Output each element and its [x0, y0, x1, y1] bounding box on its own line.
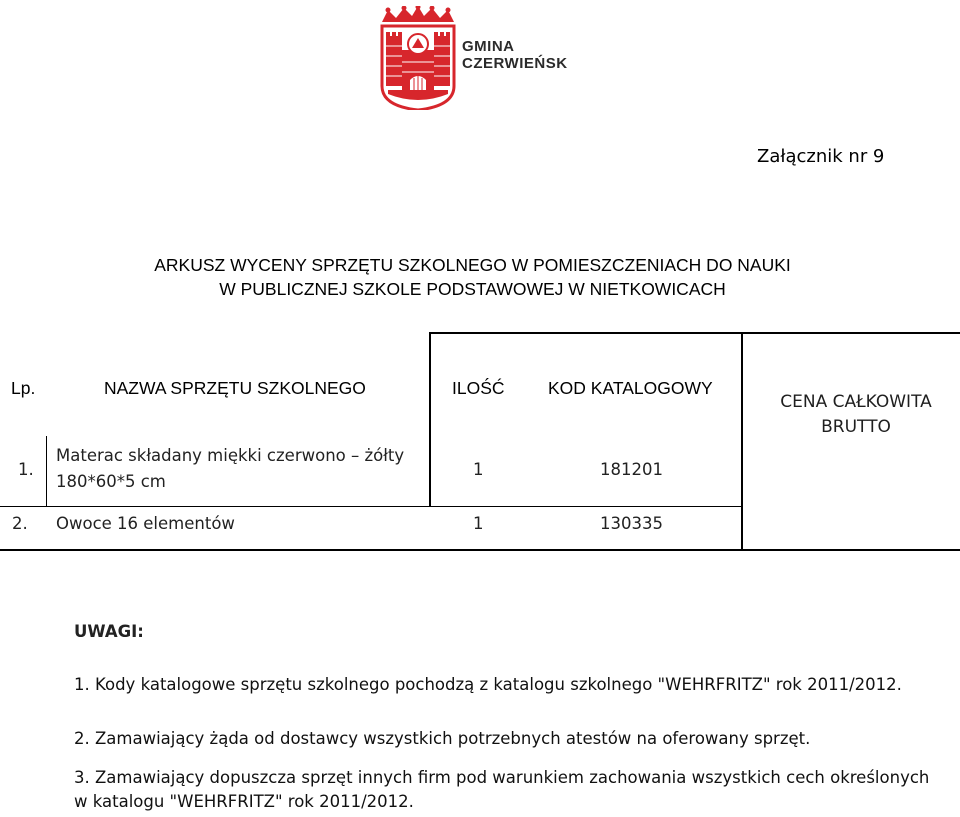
row1-name-line1: Materac składany miękki czerwono – żółty: [56, 446, 405, 465]
row1-name-line2: 180*60*5 cm: [56, 472, 166, 491]
header-total-price: [742, 390, 960, 440]
row1-code: 181201: [600, 460, 663, 479]
logo-text-czerwiensk: CZERWIEŃSK: [462, 55, 568, 72]
annex-label: Załącznik nr 9: [757, 146, 885, 167]
row2-name: Owoce 16 elementów: [56, 514, 235, 533]
header-lp: Lp.: [11, 378, 36, 398]
header-qty: ILOŚĆ: [452, 378, 505, 398]
gmina-czerwiensk-logo: [378, 6, 568, 110]
note-item-3: [74, 766, 929, 814]
row1-qty: 1: [473, 460, 484, 479]
header-name: NAZWA SPRZĘTU SZKOLNEGO: [104, 378, 366, 398]
document-title-line1: ARKUSZ WYCENY SPRZĘTU SZKOLNEGO W POMIESZCZENIACH DO NAUKI: [154, 255, 791, 275]
notes-title: UWAGI:: [74, 622, 144, 641]
document-title-line2: W PUBLICZNEJ SZKOLE PODSTAWOWEJ W NIETKOWICACH: [219, 279, 726, 299]
row2-qty: 1: [473, 514, 484, 533]
note-item-3-line1: 3. Zamawiający dopuszcza sprzęt innych firm pod warunkiem zachowania wszystkich cech określonych: [74, 768, 930, 787]
header-total-price-line1: CENA CAŁKOWITA: [780, 392, 932, 412]
note-item-1: 1. Kody katalogowe sprzętu szkolnego pochodzą z katalogu szkolnego "WEHRFRITZ" rok 2011/2012.: [74, 675, 902, 694]
row2-lp: 2.: [12, 514, 28, 533]
header-total-price-line2: BRUTTO: [821, 417, 891, 437]
note-item-3-line2: w katalogu "WEHRFRITZ" rok 2011/2012.: [74, 792, 414, 811]
header-catalog-code: KOD KATALOGOWY: [548, 378, 713, 398]
logo-text-gmina: GMINA: [462, 38, 515, 55]
coat-of-arms-icon: [378, 6, 458, 110]
note-item-2: 2. Zamawiający żąda od dostawcy wszystkich potrzebnych atestów na oferowany sprzęt.: [74, 729, 811, 748]
row1-lp: 1.: [18, 460, 34, 479]
row2-code: 130335: [600, 514, 663, 533]
